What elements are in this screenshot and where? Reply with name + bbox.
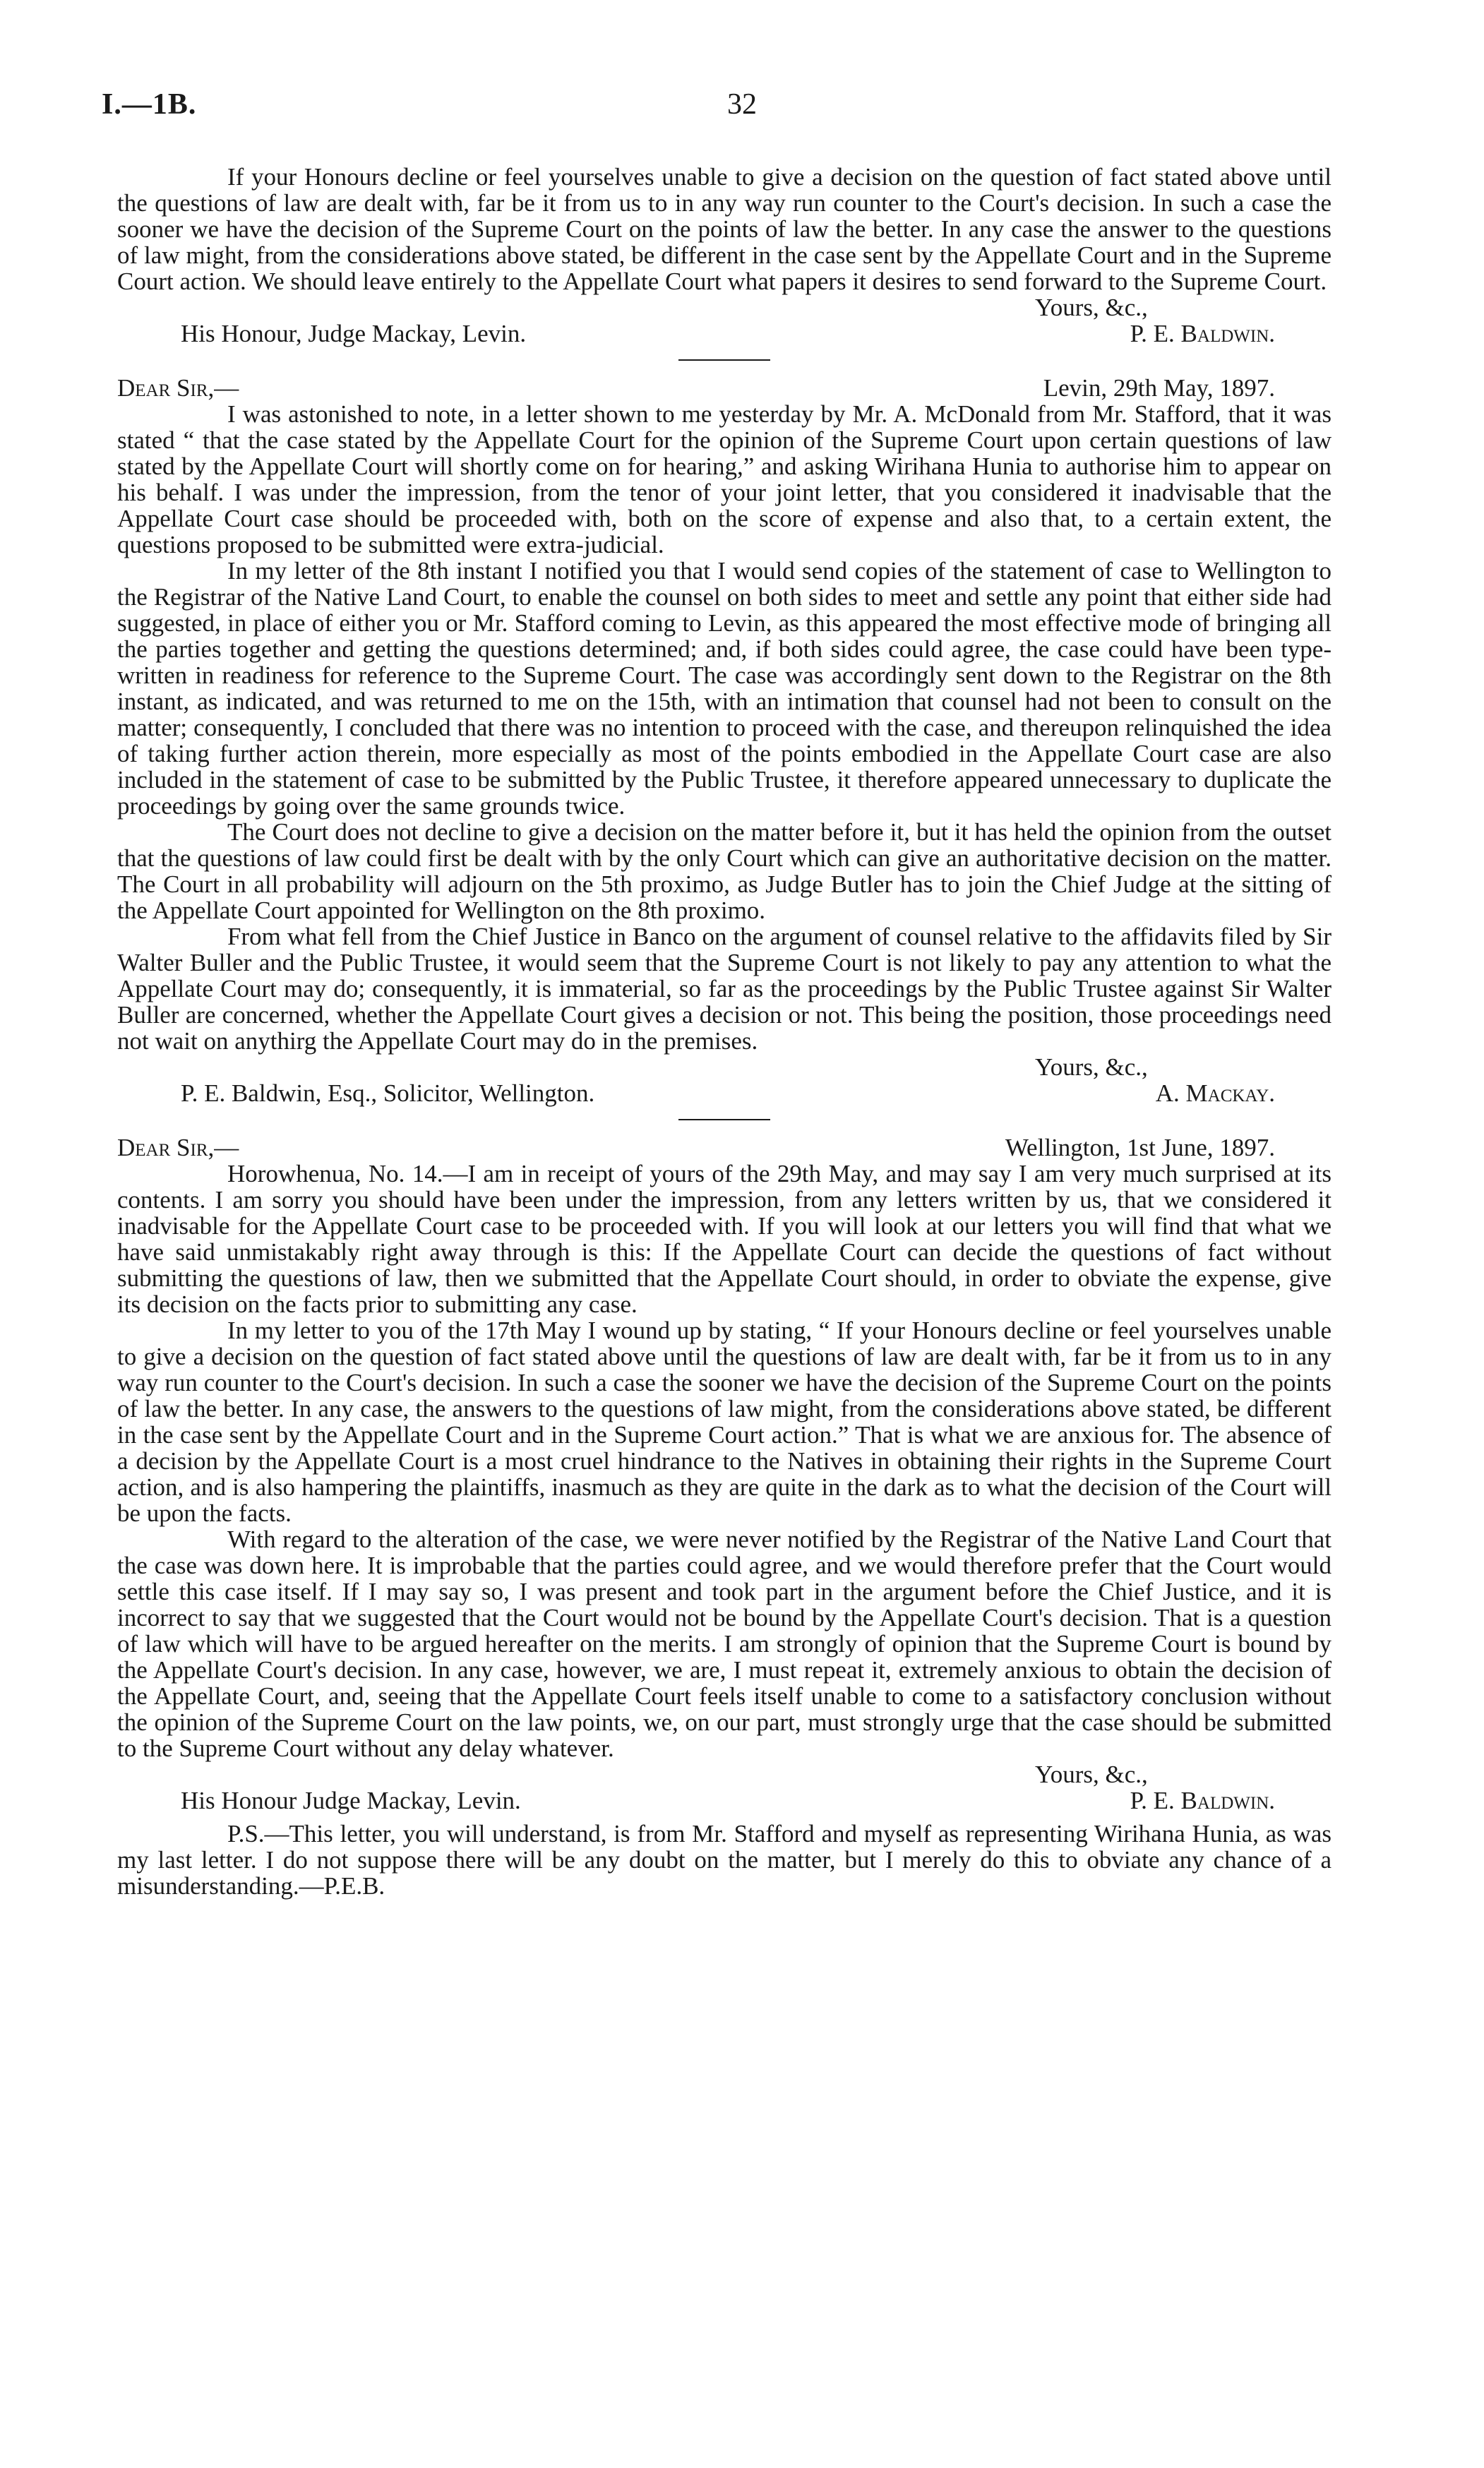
letter1-closing: Yours, &c., <box>1035 294 1148 321</box>
letter1-signature: P. E. Baldwin. <box>1130 320 1275 347</box>
letter2-date: Levin, 29th May, 1897. <box>1043 374 1275 402</box>
letter3-addressee: His Honour Judge Mackay, Levin. <box>181 1787 521 1814</box>
letter2-closing: Yours, &c., <box>1035 1053 1148 1081</box>
letter2-paragraph: I was astonished to note, in a letter shown to me yesterday by Mr. A. McDonald from Mr. Stafford, that it was stated “ that the case stated by the Appellate Court for the opinion of the Supreme Court upon certain questions of law stated by the Appellate Court will shortly come on for hearing,” and asking Wirihana Hunia to authorise him to appear on his behalf. I was under the impression, from the tenor of your joint letter, that you considered it inadvisable that the Appellate Court case should be proceeded with, both on the score of expense and also that, to a certain extent, the questions proposed to be submitted were extra-judicial. <box>117 400 1332 558</box>
page-number: 32 <box>727 88 757 121</box>
letter1-addressee: His Honour, Judge Mackay, Levin. <box>181 320 527 347</box>
letters-body <box>117 164 1332 1899</box>
letter3-paragraph: In my letter to you of the 17th May I wound up by stating, “ If your Honours decline or feel yourselves unable to give a decision on the question of fact stated above until the questions of law are dealt with, far be it from us to in any way run counter to the Court's decision. In such a case the sooner we have the decision of the Supreme Court on the points of law the better. In any case, the answers to the questions of law might, from the considerations above stated, be different in the case sent by the Appellate Court and in the Supreme Court action.” That is what we are anxious for. The absence of a decision by the Appellate Court is a most cruel hindrance to the Natives in obtaining their rights in the Supreme Court action, and is also hampering the plaintiffs, inasmuch as they are quite in the dark as to what the decision of the Court will be upon the facts. <box>117 1317 1332 1527</box>
letter2-salutation: Dear Sir,— <box>117 374 239 402</box>
letter3-paragraph: Horowhenua, No. 14.—I am in receipt of yours of the 29th May, and may say I am very much surprised at its contents. I am sorry you should have been under the impression, from any letters written by us, that we considered it inadvisable for the Appellate Court case to be proceeded with. If you will look at our letters you will find that what we have said unmistakably right away through is this: If the Appellate Court can decide the questions of fact without submitting the questions of law, then we submitted that the Appellate Court should, in order to obviate the expense, give its decision on the facts prior to submitting any case. <box>117 1160 1332 1318</box>
letter1-footer <box>117 321 1332 347</box>
letter2-addressee: P. E. Baldwin, Esq., Solicitor, Wellington. <box>181 1079 595 1107</box>
letter3-heading <box>117 1134 1332 1161</box>
letter2-heading <box>117 375 1332 401</box>
document-reference: I.—1B. <box>102 88 197 121</box>
letter3-paragraph: With regard to the alteration of the case, we were never notified by the Registrar of the Native Land Court that the case was down here. It is improbable that the parties could agree, and we would therefore prefer that the Court would settle this case itself. If I may say so, I was present and took part in the argument before the Chief Justice, and it is incorrect to say that we suggested that the Court would not be bound by the Appellate Court's decision. That is a question of law which will have to be argued hereafter on the merits. I am strongly of opinion that the Supreme Court is bound by the Appellate Court's decision. In any case, however, we are, I must repeat it, extremely anxious to obtain the decision of the Appellate Court, and, seeing that the Appellate Court feels itself unable to come to a satisfactory conclusion without the opinion of the Supreme Court on the law points, we, on our part, must strongly urge that the case should be submitted to the Supreme Court without any delay whatever. <box>117 1526 1332 1762</box>
letter2-paragraph: In my letter of the 8th instant I notified you that I would send copies of the statement of case to Wellington to the Registrar of the Native Land Court, to enable the counsel on both sides to meet and settle any point that either side had suggested, in place of either you or Mr. Stafford coming to Levin, as this appeared the most effective mode of bringing all the parties together and getting the questions determined; and, if both sides could agree, the case could have been type-written in readiness for reference to the Supreme Court. The case was accordingly sent down to the Registrar on the 8th instant, as indicated, and was returned to me on the 15th, with an intimation that counsel had not been to consult on the matter; consequently, I concluded that there was no intention to proceed with the case, and thereupon relinquished the idea of taking further action therein, more especially as most of the points embodied in the Appellate Court case are also included in the statement of case to be submitted by the Public Trustee, it therefore appeared unnecessary to duplicate the proceedings by going over the same grounds twice. <box>117 557 1332 820</box>
letter1-body: If your Honours decline or feel yourselves unable to give a decision on the question of fact stated above until the questions of law are dealt with, far be it from us to in any way run counter to the Court's decision. In such a case the sooner we have the decision of the Supreme Court on the points of law the better. In any case the answer to the questions of law might, from the considerations above stated, be different in the case sent by the Appellate Court and in the Supreme Court action. We should leave entirely to the Appellate Court what papers it desires to send forward to the Supreme Court. <box>117 163 1332 295</box>
letter3-salutation: Dear Sir,— <box>117 1134 239 1161</box>
letter3-date: Wellington, 1st June, 1897. <box>1005 1134 1275 1161</box>
divider <box>678 1119 770 1120</box>
letter3-footer <box>117 1787 1332 1814</box>
letter3-postscript: P.S.—This letter, you will understand, is from Mr. Stafford and myself as representing Wirihana Hunia, as was my last letter. I do not suppose there will be any doubt on the matter, but I merely do this to obviate any chance of a misunderstanding.—P.E.B. <box>117 1820 1332 1900</box>
letter3-closing: Yours, &c., <box>1035 1761 1148 1788</box>
letter2-signature: A. Mackay. <box>1155 1079 1275 1107</box>
letter3-signature: P. E. Baldwin. <box>1130 1787 1275 1814</box>
letter2-footer <box>117 1080 1332 1106</box>
letter2-paragraph: The Court does not decline to give a decision on the matter before it, but it has held the opinion from the outset that the questions of law could first be dealt with by the only Court which can give an authoritative decision on the matter. The Court in all probability will adjourn on the 5th proximo, as Judge Butler has to join the Chief Judge at the sitting of the Appellate Court appointed for Wellington on the 8th proximo. <box>117 818 1332 924</box>
divider <box>678 359 770 361</box>
letter2-paragraph: From what fell from the Chief Justice in Banco on the argument of counsel relative to the affidavits filed by Sir Walter Buller and the Public Trustee, it would seem that the Supreme Court is not likely to pay any attention to what the Appellate Court may do; consequently, it is immaterial, so far as the proceedings by the Public Trustee against Sir Walter Buller are concerned, whether the Appellate Court gives a decision or not. This being the position, those proceedings need not wait on anythirg the Appellate Court may do in the premises. <box>117 923 1332 1055</box>
